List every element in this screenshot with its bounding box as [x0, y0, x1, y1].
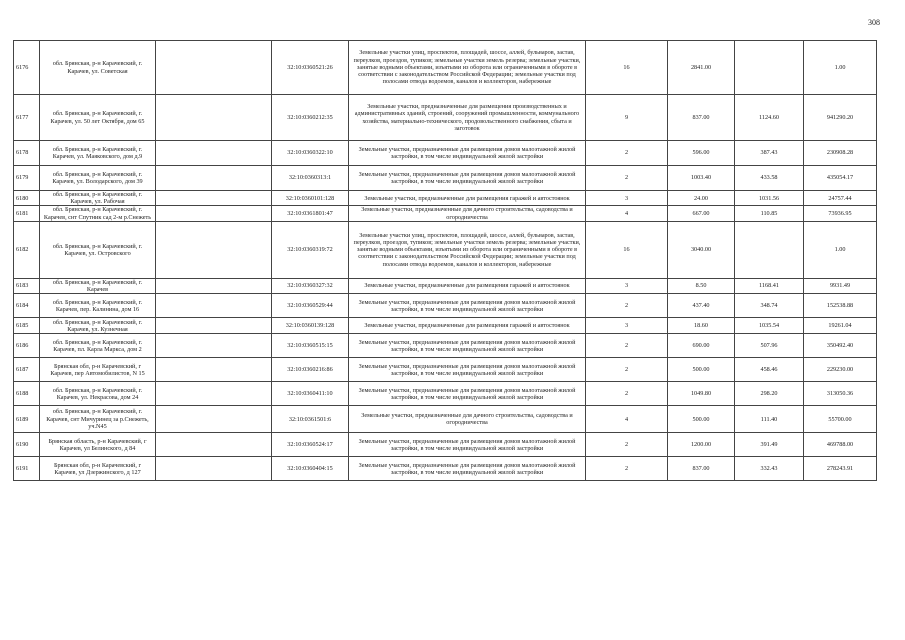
area-cell: 2841.00 [668, 41, 735, 95]
area-cell: 24.00 [668, 191, 735, 206]
table-row [14, 206, 877, 221]
price-cell: 1035.54 [735, 318, 804, 334]
cadastral-value-cell: 230908.28 [804, 141, 877, 166]
cadastral-number-cell: 32:10:0360313:1 [272, 166, 349, 191]
row-number-cell: 6181 [14, 206, 40, 221]
row-number-cell: 6180 [14, 191, 40, 206]
empty-cell [156, 294, 272, 318]
cadastral-value-cell: 1.00 [804, 41, 877, 95]
price-cell: 1031.56 [735, 191, 804, 206]
land-use-cell: Земельные участки, предназначенные для размещения домов малоэтажной жилой застройки, в том числе индивидуальной жилой застройки [349, 457, 586, 481]
row-number-cell: 6182 [14, 221, 40, 278]
price-cell: 348.74 [735, 294, 804, 318]
page-number: 308 [868, 18, 880, 27]
land-use-cell: Земельные участки улиц, проспектов, площадей, шоссе, аллей, бульваров, застав, переулков, проездов, тупиков; земельные участки земель резерва; земельные участки, занятые водными объектами, изъятыми из оборота или ограниченными в обороте в соответствии с законодательством Российской Федерации; земельные участки под полосами отвода водоемов, каналов и коллекторов, набережные [349, 41, 586, 95]
cadastral-value-cell: 278243.91 [804, 457, 877, 481]
land-use-cell: Земельные участки, предназначенные для дачного строительства, садоводства и огородничества [349, 206, 586, 221]
land-use-cell: Земельные участки, предназначенные для размещения домов малоэтажной жилой застройки, в том числе индивидуальной жилой застройки [349, 358, 586, 382]
area-cell: 18.60 [668, 318, 735, 334]
cadastral-value-cell: 55700.00 [804, 406, 877, 433]
cadastral-number-cell: 32:10:0360521:26 [272, 41, 349, 95]
area-cell: 1200.00 [668, 433, 735, 457]
row-number-cell: 6183 [14, 278, 40, 293]
price-cell: 1168.41 [735, 278, 804, 293]
cadastral-number-cell: 32:10:0361801:47 [272, 206, 349, 221]
cadastral-number-cell: 32:10:0360411:10 [272, 382, 349, 406]
land-use-cell: Земельные участки, предназначенные для размещения домов малоэтажной жилой застройки, в том числе индивидуальной жилой застройки [349, 294, 586, 318]
cadastral-number-cell: 32:10:0360216:86 [272, 358, 349, 382]
cadastral-value-cell: 469788.00 [804, 433, 877, 457]
cadastral-number-cell: 32:10:0360515:15 [272, 334, 349, 358]
empty-cell [156, 41, 272, 95]
address-cell: обл. Брянская, р-н Карачевский, г. Карачев, ул. Некрасова, дом 24 [40, 382, 156, 406]
table-body [14, 41, 877, 481]
use-group-cell: 3 [586, 318, 668, 334]
empty-cell [156, 166, 272, 191]
cadastral-number-cell: 32:10:0360529:44 [272, 294, 349, 318]
address-cell: обл. Брянская, р-н Карачевский, г. Карачев, пл. Карла Маркса, дом 2 [40, 334, 156, 358]
table-row [14, 457, 877, 481]
price-cell: 507.96 [735, 334, 804, 358]
cadastral-number-cell: 32:10:0360322:10 [272, 141, 349, 166]
price-cell [735, 41, 804, 95]
use-group-cell: 3 [586, 278, 668, 293]
address-cell: обл. Брянская, р-н Карачевский, г. Карачев, ул. Кузнечная [40, 318, 156, 334]
cadastral-value-cell: 24757.44 [804, 191, 877, 206]
table-row [14, 406, 877, 433]
table-row [14, 382, 877, 406]
empty-cell [156, 433, 272, 457]
price-cell: 332.43 [735, 457, 804, 481]
land-use-cell: Земельные участки, предназначенные для размещения гаражей и автостоянок [349, 278, 586, 293]
address-cell: обл. Брянская, р-н Карачевский, г. Карачев [40, 278, 156, 293]
cadastral-value-cell: 1.00 [804, 221, 877, 278]
price-cell: 1124.60 [735, 95, 804, 141]
row-number-cell: 6187 [14, 358, 40, 382]
cadastral-number-cell: 32:10:0360139:128 [272, 318, 349, 334]
table-row [14, 294, 877, 318]
cadastral-number-cell: 32:10:0361501:6 [272, 406, 349, 433]
area-cell: 1049.80 [668, 382, 735, 406]
row-number-cell: 6189 [14, 406, 40, 433]
cadastral-number-cell: 32:10:0360524:17 [272, 433, 349, 457]
use-group-cell: 2 [586, 166, 668, 191]
area-cell: 690.00 [668, 334, 735, 358]
table-row [14, 41, 877, 95]
use-group-cell: 2 [586, 457, 668, 481]
table-row [14, 221, 877, 278]
price-cell: 391.49 [735, 433, 804, 457]
land-use-cell: Земельные участки, предназначенные для дачного строительства, садоводства и огородничества [349, 406, 586, 433]
use-group-cell: 2 [586, 382, 668, 406]
use-group-cell: 2 [586, 334, 668, 358]
empty-cell [156, 334, 272, 358]
table-row [14, 95, 877, 141]
address-cell: обл. Брянская, р-н Карачевский, г. Карачев, ул. 50 лет Октября, дом 65 [40, 95, 156, 141]
empty-cell [156, 206, 272, 221]
land-use-cell: Земельные участки, предназначенные для размещения домов малоэтажной жилой застройки, в том числе индивидуальной жилой застройки [349, 141, 586, 166]
row-number-cell: 6185 [14, 318, 40, 334]
empty-cell [156, 358, 272, 382]
land-use-cell: Земельные участки, предназначенные для размещения домов малоэтажной жилой застройки, в том числе индивидуальной жилой застройки [349, 433, 586, 457]
address-cell: обл. Брянская, р-н Карачевский, г. Карачев, ул. Рабочая [40, 191, 156, 206]
table-row [14, 433, 877, 457]
row-number-cell: 6177 [14, 95, 40, 141]
empty-cell [156, 382, 272, 406]
row-number-cell: 6191 [14, 457, 40, 481]
cadastral-number-cell: 32:10:0360404:15 [272, 457, 349, 481]
cadastral-number-cell: 32:10:0360319:72 [272, 221, 349, 278]
use-group-cell: 16 [586, 41, 668, 95]
address-cell: обл. Брянская, р-н Карачевский, г. Карачев, пер. Калинина, дом 16 [40, 294, 156, 318]
cadastral-value-cell: 9931.49 [804, 278, 877, 293]
land-register-table [13, 40, 877, 481]
land-use-cell: Земельные участки, предназначенные для размещения гаражей и автостоянок [349, 191, 586, 206]
empty-cell [156, 141, 272, 166]
empty-cell [156, 406, 272, 433]
cadastral-value-cell: 229230.00 [804, 358, 877, 382]
use-group-cell: 2 [586, 358, 668, 382]
land-use-cell: Земельные участки улиц, проспектов, площадей, шоссе, аллей, бульваров, застав, переулков, проездов, тупиков; земельные участки земель резерва; земельные участки, занятые водными объектами, изъятыми из оборота или ограниченными в обороте в соответствии с законодательством Российской Федерации; земельные участки под полосами отвода водоемов, каналов и коллекторов, набережные [349, 221, 586, 278]
row-number-cell: 6184 [14, 294, 40, 318]
address-cell: обл. Брянская, р-н Карачевский, г. Карачев, ул. Советская [40, 41, 156, 95]
cadastral-value-cell: 435054.17 [804, 166, 877, 191]
price-cell: 433.58 [735, 166, 804, 191]
cadastral-value-cell: 19261.04 [804, 318, 877, 334]
area-cell: 596.00 [668, 141, 735, 166]
address-cell: обл. Брянская, р-н Карачевский, г. Карачев, снт Спутник сад 2-м р.Снежеть [40, 206, 156, 221]
cadastral-number-cell: 32:10:0360212:35 [272, 95, 349, 141]
cadastral-value-cell: 941290.20 [804, 95, 877, 141]
area-cell: 500.00 [668, 406, 735, 433]
price-cell: 298.20 [735, 382, 804, 406]
use-group-cell: 4 [586, 206, 668, 221]
cadastral-value-cell: 152538.88 [804, 294, 877, 318]
price-cell [735, 221, 804, 278]
cadastral-value-cell: 313050.36 [804, 382, 877, 406]
table-row [14, 141, 877, 166]
table-row [14, 358, 877, 382]
use-group-cell: 16 [586, 221, 668, 278]
area-cell: 8.50 [668, 278, 735, 293]
empty-cell [156, 457, 272, 481]
table-row [14, 318, 877, 334]
land-use-cell: Земельные участки, предназначенные для размещения гаражей и автостоянок [349, 318, 586, 334]
area-cell: 667.00 [668, 206, 735, 221]
empty-cell [156, 221, 272, 278]
row-number-cell: 6186 [14, 334, 40, 358]
empty-cell [156, 318, 272, 334]
land-use-cell: Земельные участки, предназначенные для размещения домов малоэтажной жилой застройки, в том числе индивидуальной жилой застройки [349, 334, 586, 358]
use-group-cell: 4 [586, 406, 668, 433]
address-cell: обл. Брянская, р-н Карачевский, г. Карачев, снт Мичуринец за р.Снежеть, уч.N45 [40, 406, 156, 433]
empty-cell [156, 95, 272, 141]
price-cell: 111.40 [735, 406, 804, 433]
area-cell: 437.40 [668, 294, 735, 318]
address-cell: обл. Брянская, р-н Карачевский, г. Карачев, ул. Островского [40, 221, 156, 278]
row-number-cell: 6188 [14, 382, 40, 406]
price-cell: 387.43 [735, 141, 804, 166]
area-cell: 500.00 [668, 358, 735, 382]
table-row [14, 166, 877, 191]
price-cell: 110.85 [735, 206, 804, 221]
cadastral-number-cell: 32:10:0360101:128 [272, 191, 349, 206]
use-group-cell: 2 [586, 294, 668, 318]
area-cell: 3040.00 [668, 221, 735, 278]
land-use-cell: Земельные участки, предназначенные для размещения домов малоэтажной жилой застройки, в том числе индивидуальной жилой застройки [349, 382, 586, 406]
row-number-cell: 6179 [14, 166, 40, 191]
address-cell: обл. Брянская, р-н Карачевский, г. Карачев, ул. Маяковского, дом д.9 [40, 141, 156, 166]
price-cell: 458.46 [735, 358, 804, 382]
row-number-cell: 6190 [14, 433, 40, 457]
use-group-cell: 3 [586, 191, 668, 206]
table-row [14, 334, 877, 358]
address-cell: обл. Брянская, р-н Карачевский, г. Карачев, ул. Володарского, дом 39 [40, 166, 156, 191]
row-number-cell: 6178 [14, 141, 40, 166]
address-cell: Брянская обл, р-н Карачевский, г Карачев, пер Автомобилистов, N 15 [40, 358, 156, 382]
land-use-cell: Земельные участки, предназначенные для размещения производственных и административных зданий, строений, сооружений промышленности, коммунального хозяйства, материально-технического, продовольственного снабжения, сбыта и заготовок [349, 95, 586, 141]
address-cell: Брянская область, р-н Карачевский, г Карачев, ул Белинского, д 84 [40, 433, 156, 457]
cadastral-value-cell: 350492.40 [804, 334, 877, 358]
use-group-cell: 9 [586, 95, 668, 141]
use-group-cell: 2 [586, 433, 668, 457]
cadastral-value-cell: 73936.95 [804, 206, 877, 221]
table-row [14, 278, 877, 293]
area-cell: 1003.40 [668, 166, 735, 191]
address-cell: Брянская обл, р-н Карачевский, г Карачев, ул Дзержинского, д 127 [40, 457, 156, 481]
land-use-cell: Земельные участки, предназначенные для размещения домов малоэтажной жилой застройки, в том числе индивидуальной жилой застройки [349, 166, 586, 191]
area-cell: 837.00 [668, 95, 735, 141]
row-number-cell: 6176 [14, 41, 40, 95]
use-group-cell: 2 [586, 141, 668, 166]
area-cell: 837.00 [668, 457, 735, 481]
empty-cell [156, 191, 272, 206]
empty-cell [156, 278, 272, 293]
table-row [14, 191, 877, 206]
cadastral-number-cell: 32:10:0360327:32 [272, 278, 349, 293]
